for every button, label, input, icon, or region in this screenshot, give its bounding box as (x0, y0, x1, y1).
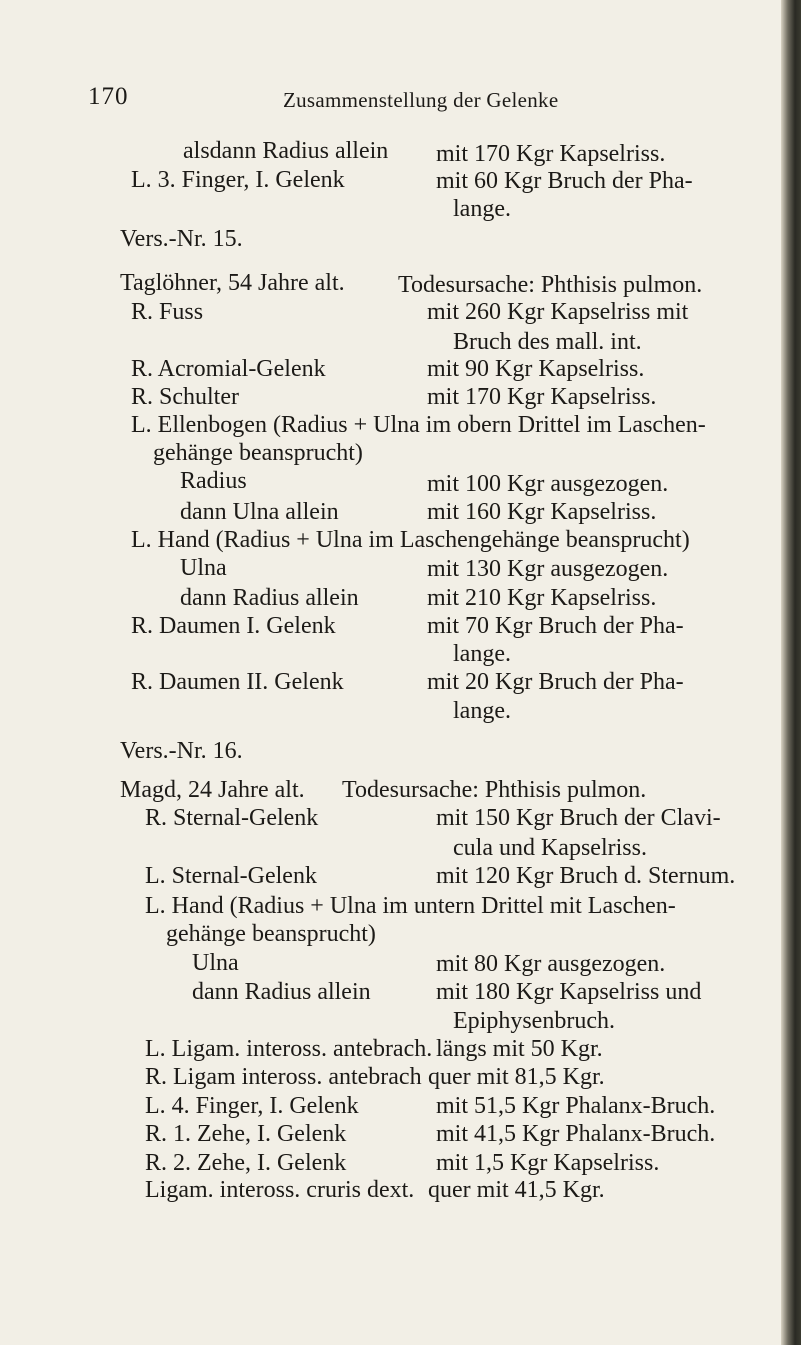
text-line: längs mit 50 Kgr. (436, 1036, 603, 1062)
text-line: L. Hand (Radius + Ulna im Laschengehänge beansprucht) (131, 527, 690, 553)
text-line: alsdann Radius allein (183, 138, 389, 164)
text-line: quer mit 41,5 Kgr. (428, 1177, 605, 1203)
text-line: mit 1,5 Kgr Kapselriss. (436, 1150, 660, 1176)
text-line: R. 1. Zehe, I. Gelenk (145, 1121, 347, 1147)
text-line: mit 170 Kgr Kapselriss. (427, 384, 657, 410)
text-line: Epiphysenbruch. (453, 1008, 615, 1034)
text-line: mit 90 Kgr Kapselriss. (427, 356, 645, 382)
text-line: cula und Kapselriss. (453, 835, 647, 861)
text-line: L. Sternal-Gelenk (145, 863, 317, 889)
text-line: mit 130 Kgr ausgezogen. (427, 556, 669, 582)
text-line: L. Hand (Radius + Ulna im untern Drittel mit Laschen- (145, 893, 676, 919)
text-line: lange. (453, 196, 511, 222)
page-binding-edge (781, 0, 801, 1345)
section-heading: Vers.-Nr. 15. (120, 226, 243, 252)
page-number: 170 (88, 83, 129, 110)
text-line: mit 160 Kgr Kapselriss. (427, 499, 657, 525)
text-line: mit 80 Kgr ausgezogen. (436, 951, 666, 977)
text-line: dann Radius allein (180, 585, 359, 611)
text-line: mit 180 Kgr Kapselriss und (436, 979, 702, 1005)
text-line: mit 41,5 Kgr Phalanx-Bruch. (436, 1121, 716, 1147)
text-line: Ulna (192, 950, 239, 976)
text-line: quer mit 81,5 Kgr. (428, 1064, 605, 1090)
text-line: Magd, 24 Jahre alt. (120, 777, 305, 803)
text-line: R. 2. Zehe, I. Gelenk (145, 1150, 347, 1176)
text-line: R. Acromial-Gelenk (131, 356, 326, 382)
text-line: Taglöhner, 54 Jahre alt. (120, 270, 345, 296)
text-line: R. Sternal-Gelenk (145, 805, 319, 831)
text-line: R. Daumen II. Gelenk (131, 669, 344, 695)
text-line: gehänge beansprucht) (153, 440, 363, 466)
text-line: dann Radius allein (192, 979, 371, 1005)
text-line: R. Schulter (131, 384, 239, 410)
text-line: mit 100 Kgr ausgezogen. (427, 471, 669, 497)
text-line: R. Ligam inteross. antebrach (145, 1064, 422, 1090)
text-line: mit 260 Kgr Kapselriss mit (427, 299, 689, 325)
text-line: R. Daumen I. Gelenk (131, 613, 336, 639)
text-line: gehänge beansprucht) (166, 921, 376, 947)
text-line: mit 51,5 Kgr Phalanx-Bruch. (436, 1093, 716, 1119)
text-line: Radius (180, 468, 247, 494)
text-line: L. Ligam. inteross. antebrach. (145, 1036, 433, 1062)
text-line: dann Ulna allein (180, 499, 339, 525)
text-line: Todesursache: Phthisis pulmon. (342, 777, 647, 803)
text-line: mit 120 Kgr Bruch d. Sternum. (436, 863, 736, 889)
text-line: mit 60 Kgr Bruch der Pha- (436, 168, 693, 194)
text-line: Bruch des mall. int. (453, 329, 642, 355)
text-line: mit 210 Kgr Kapselriss. (427, 585, 657, 611)
text-line: mit 70 Kgr Bruch der Pha- (427, 613, 684, 639)
text-line: Todesursache: Phthisis pulmon. (398, 272, 703, 298)
text-line: lange. (453, 698, 511, 724)
section-heading: Vers.-Nr. 16. (120, 738, 243, 764)
running-head: Zusammenstellung der Gelenke (283, 88, 559, 112)
text-line: L. Ellenbogen (Radius + Ulna im obern Drittel im Laschen- (131, 412, 706, 438)
text-line: Ligam. inteross. cruris dext. (145, 1177, 415, 1203)
text-line: mit 150 Kgr Bruch der Clavi- (436, 805, 721, 831)
text-line: L. 3. Finger, I. Gelenk (131, 167, 345, 193)
text-line: L. 4. Finger, I. Gelenk (145, 1093, 359, 1119)
text-line: Ulna (180, 555, 227, 581)
text-line: mit 170 Kgr Kapselriss. (436, 141, 666, 167)
text-line: mit 20 Kgr Bruch der Pha- (427, 669, 684, 695)
text-line: R. Fuss (131, 299, 204, 325)
text-line: lange. (453, 641, 511, 667)
